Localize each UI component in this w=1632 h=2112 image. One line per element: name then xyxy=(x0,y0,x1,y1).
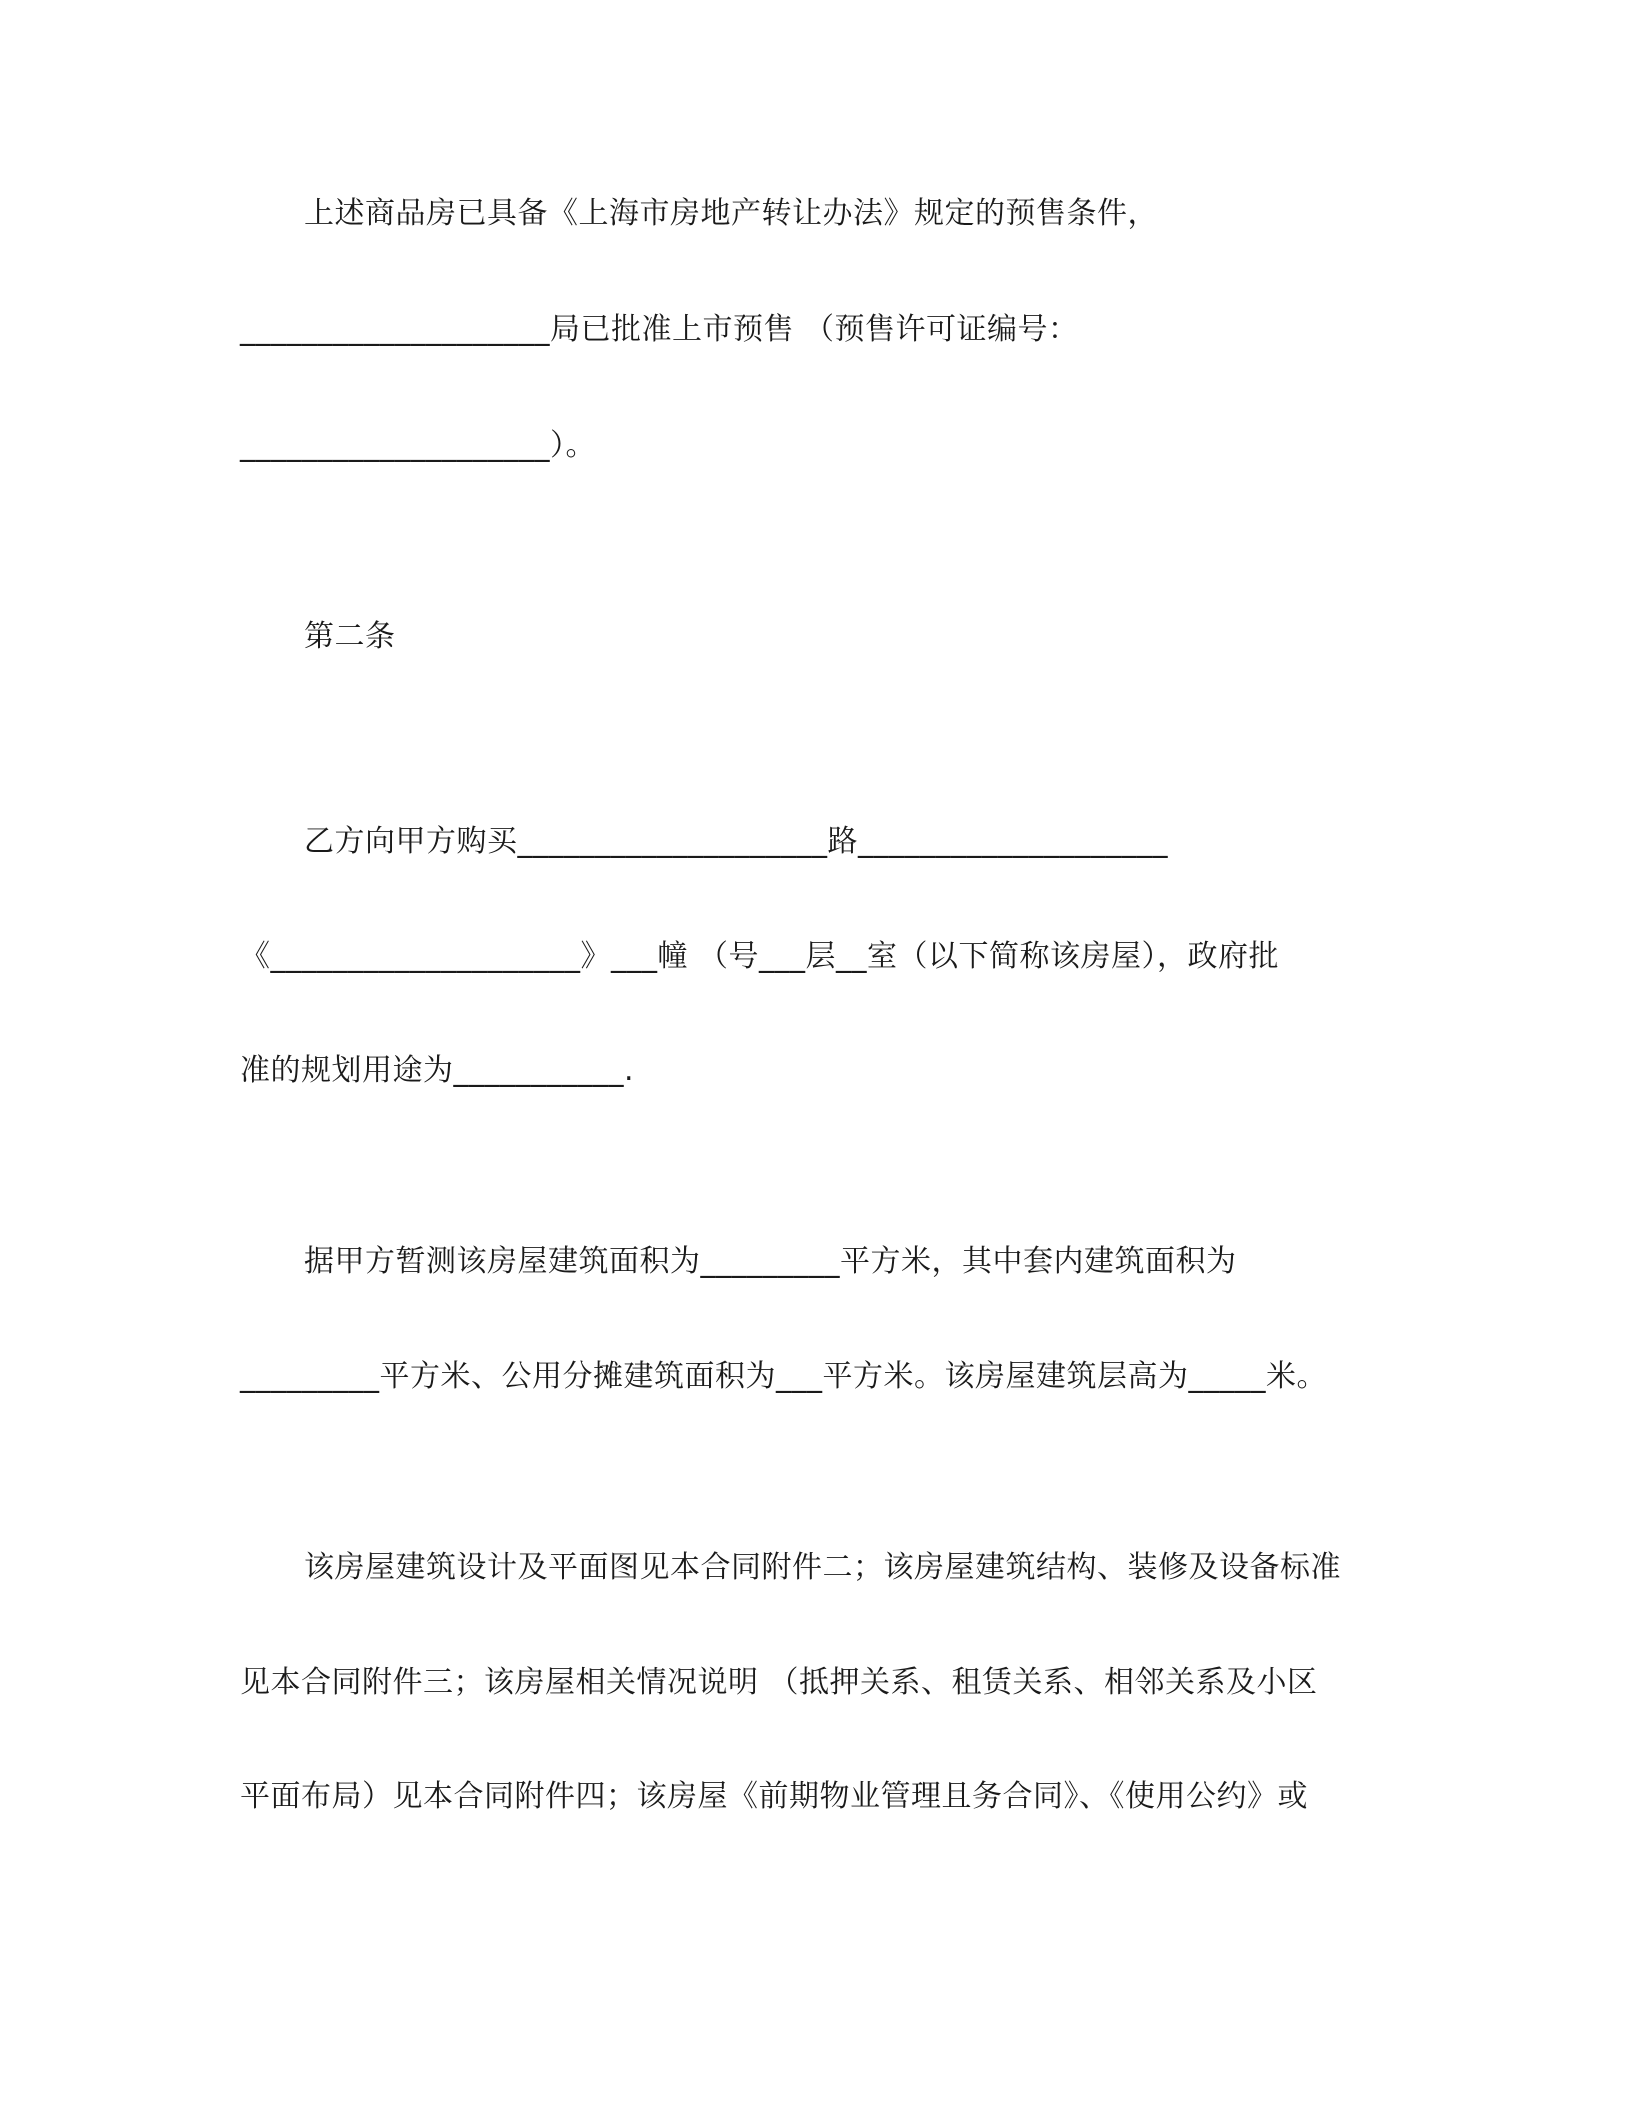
paragraph-presale-approval: ____________________局已批准上市预售 （预售许可证编号： xyxy=(240,312,1079,347)
paragraph-presale-conditions: 上述商品房已具备《上海市房地产转让办法》规定的预售条件， xyxy=(304,196,1158,231)
paragraph-planned-use: 准的规划用途为___________. xyxy=(240,1053,635,1088)
paragraph-shared-area-height: _________平方米、公用分摊建筑面积为___平方米。该房屋建筑层高为_____米。 xyxy=(240,1359,1327,1394)
paragraph-management-contract: 平面布局）见本合同附件四；该房屋《前期物业管理且务合同》、《使用公约》或 xyxy=(240,1779,1308,1814)
paragraph-related-info: 见本合同附件三；该房屋相关情况说明 （抵押关系、租赁关系、相邻关系及小区 xyxy=(240,1665,1318,1700)
paragraph-purchase-location: 乙方向甲方购买____________________路____________________ xyxy=(304,824,1168,859)
paragraph-license-number: ____________________）。 xyxy=(240,428,596,463)
paragraph-floor-area: 据甲方暂测该房屋建筑面积为_________平方米，其中套内建筑面积为 xyxy=(304,1244,1237,1279)
paragraph-building-unit: 《____________________》___幢 （号___层__室（以下简称该房屋），政府批 xyxy=(240,939,1280,974)
paragraph-design-attachments: 该房屋建筑设计及平面图见本合同附件二；该房屋建筑结构、装修及设备标准 xyxy=(304,1550,1341,1585)
article-heading: 第二条 xyxy=(304,619,396,654)
